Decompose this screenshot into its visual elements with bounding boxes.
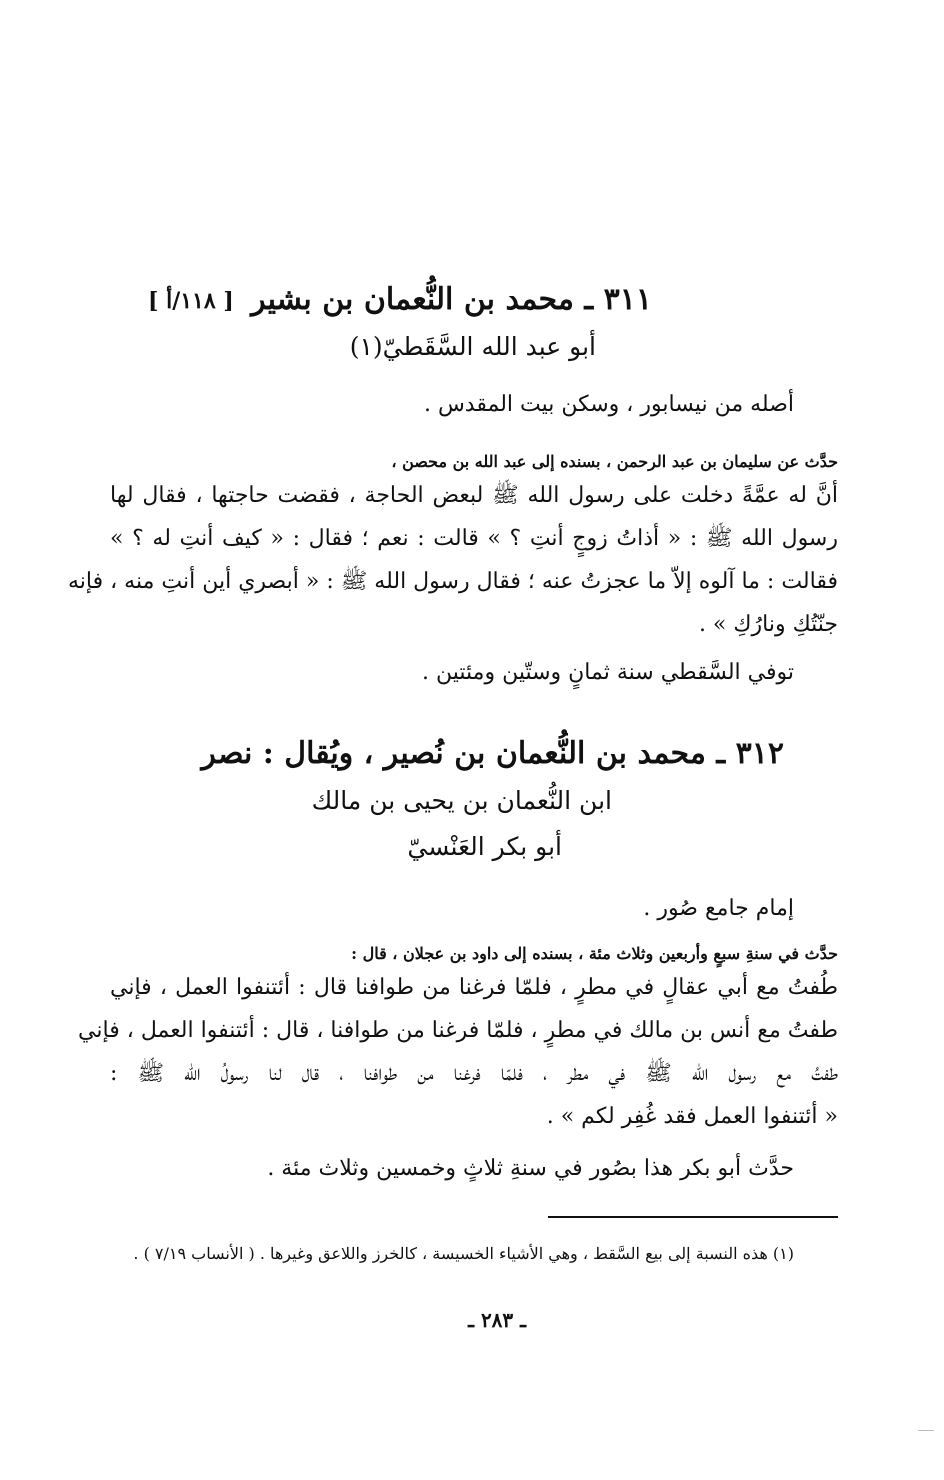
entry-311-isnad: حدَّث عن سليمان بن عبد الرحمن ، بسنده إلى عبد الله بن محصن ، <box>391 452 838 471</box>
entry-312-kunya: أبو بكر العَنْسيّ <box>407 832 562 861</box>
hadith-line: طفتُ مع رسول الله ﷺ في مطر ، فلمّا فرغنا من طوافنا ، قال لنا رسولُ الله ﷺ : <box>110 1061 838 1086</box>
hadith-line: طفتُ مع أنس بن مالك في مطرٍ ، فلمّا فرغنا من طوافنا ، قال : أئتنفوا العمل ، فإني <box>78 1018 838 1043</box>
entry-312-hadith <box>78 966 838 1138</box>
hadith-line: أنَّ له عمَّةً دخلت على رسول الله ﷺ لبعض الحاجة ، فقضت حاجتها ، فقال لها <box>110 483 838 508</box>
entry-311-origin: أصله من نيسابور ، وسكن بيت المقدس . <box>423 392 794 417</box>
page-number: ـ ٢٨٣ ـ <box>468 1308 526 1332</box>
entry-311-hadith <box>67 474 838 646</box>
hadith-line: طُفتُ مع أبي عقالٍ في مطرٍ ، فلمّا فرغنا من طوافنا قال : أئتنفوا العمل ، فإني <box>110 975 838 1000</box>
footnote-separator <box>548 1216 838 1218</box>
entry-312-isnad: حدَّث في سنةِ سبعٍ وأربعين وثلاث مئة ، بسنده إلى داود بن عجلان ، قال : <box>351 944 838 963</box>
scan-edge-mark <box>918 1430 934 1431</box>
entry-312-role: إمام جامع صُور . <box>643 896 794 921</box>
hadith-line: « أئتنفوا العمل فقد غُفِر لكم » . <box>546 1104 838 1129</box>
entry-312-title: ٣١٢ ـ محمد بن النُّعمان بن نُصير ، ويُقال : نصر <box>201 736 784 771</box>
hadith-line: جنّتُكِ ونارُكِ » . <box>698 612 838 637</box>
entry-312-lineage: ابن النُّعمان بن يحيى بن مالك <box>311 786 612 815</box>
entry-312-closing: حدَّث أبو بكر هذا بصُور في سنةِ ثلاثٍ وخمسين وثلاث مئة . <box>267 1156 794 1181</box>
entry-311-kunya: أبو عبد الله السَّقَطيّ(١) <box>349 332 596 361</box>
footnote: (١) هذه النسبة إلى بيع السَّقط ، وهي الأشياء الخسيسة ، كالخرز واللاعق وغيرها . ( الأنساب ٧/١٩ ) . <box>133 1244 794 1263</box>
hadith-line: رسول الله ﷺ : « أذاتُ زوجٍ أنتِ ؟ » قالت : نعم ؛ فقال : « كيف أنتِ له ؟ » <box>110 526 838 551</box>
manuscript-folio-ref: [ ١١٨/أ ] <box>148 288 234 314</box>
entry-311-death: توفي السَّقطي سنة ثمانٍ وستّين ومئتين . <box>422 660 794 685</box>
entry-311-title: ٣١١ ـ محمد بن النُّعمان بن بشير <box>251 282 652 317</box>
hadith-line: فقالت : ما آلوه إلاّ ما عجزتُ عنه ؛ فقال رسول الله ﷺ : « أبصري أين أنتِ منه ، فإنه <box>67 569 838 594</box>
